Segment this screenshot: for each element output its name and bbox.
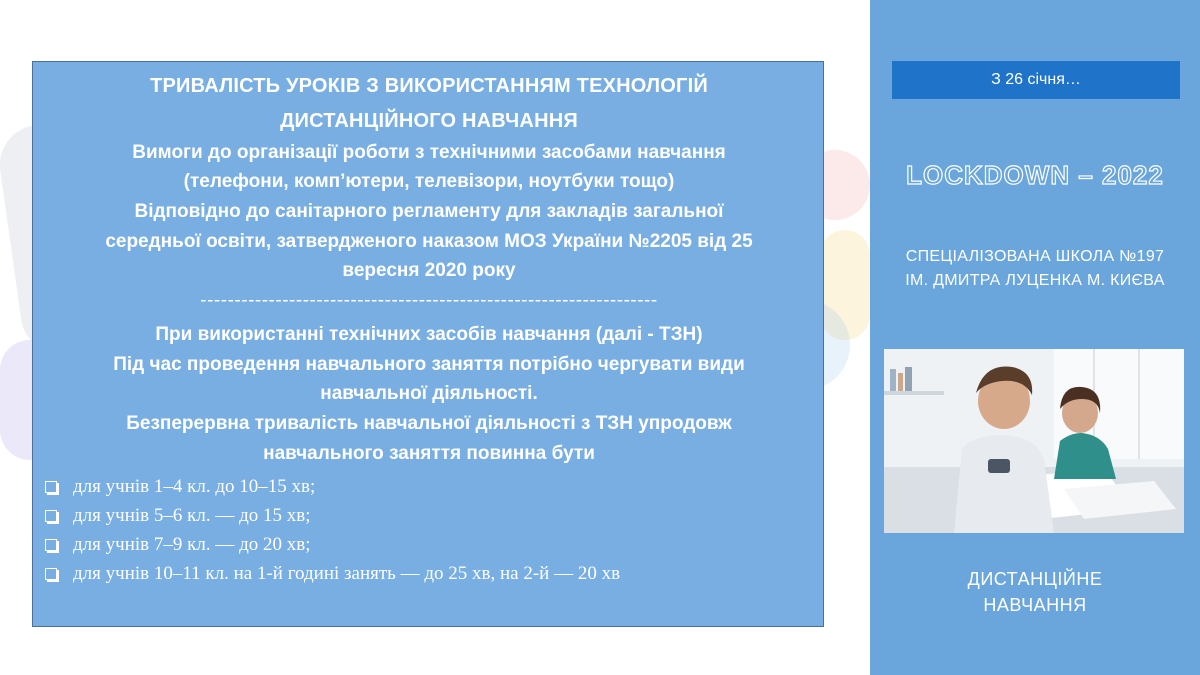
lockdown-heading: LOCKDOWN – 2022 bbox=[906, 160, 1164, 190]
list-item-text: для учнів 5–6 кл. — до 15 хв; bbox=[73, 504, 311, 526]
duration-line-2: навчального заняття повинна бути bbox=[263, 443, 595, 464]
checkbox-bullet-icon bbox=[45, 481, 57, 493]
side-panel bbox=[870, 0, 1200, 675]
regulation-line-1: Відповідно до санітарного регламенту для закладів загальної bbox=[134, 201, 724, 222]
alternate-line-2: навчальної діяльності. bbox=[320, 383, 538, 404]
students-photo bbox=[884, 349, 1184, 533]
list-item-text: для учнів 7–9 кл. — до 20 хв; bbox=[73, 533, 311, 555]
duration-list bbox=[45, 472, 620, 588]
devices-line: (телефони, комп’ютери, телевізори, ноутбуки тощо) bbox=[183, 171, 675, 192]
requirements-line: Вимоги до організації роботи з технічними засобами навчання bbox=[132, 142, 726, 163]
checkbox-bullet-icon bbox=[45, 539, 57, 551]
list-item bbox=[45, 559, 620, 588]
box-title-line-1: ТРИВАЛІСТЬ УРОКІВ З ВИКОРИСТАННЯМ ТЕХНОЛОГІЙ bbox=[150, 75, 708, 97]
regulation-line-3: вересня 2020 року bbox=[342, 260, 516, 281]
school-name bbox=[870, 245, 1200, 293]
duration-line-1: Безперервна тривалість навчальної діяльності з ТЗН упродовж bbox=[126, 413, 732, 434]
list-item bbox=[45, 501, 620, 530]
checkbox-bullet-icon bbox=[45, 568, 57, 580]
list-item-text: для учнів 1–4 кл. до 10–15 хв; bbox=[73, 475, 316, 497]
list-item bbox=[45, 530, 620, 559]
footer-title-line-2: НАВЧАННЯ bbox=[983, 595, 1087, 615]
checkbox-bullet-icon bbox=[45, 510, 57, 522]
tzn-line: При використанні технічних засобів навчання (далі - ТЗН) bbox=[155, 324, 703, 345]
list-item bbox=[45, 472, 620, 501]
divider-line: ------------------------------------------------------------------- bbox=[200, 290, 658, 311]
list-item-text: для учнів 10–11 кл. на 1-й годині занять — до 25 хв, на 2-й — 20 хв bbox=[73, 562, 621, 584]
regulation-line-2: середньої освіти, затвердженого наказом МОЗ України №2205 від 25 bbox=[105, 231, 753, 252]
footer-title-line-1: ДИСТАНЦІЙНЕ bbox=[967, 569, 1103, 589]
students-illustration bbox=[884, 349, 1184, 533]
distance-learning-title bbox=[870, 566, 1200, 618]
lesson-duration-box bbox=[32, 61, 824, 627]
school-name-line-1: СПЕЦІАЛІЗОВАНА ШКОЛА №197 bbox=[905, 248, 1165, 265]
box-title-line-2: ДИСТАНЦІЙНОГО НАВЧАННЯ bbox=[280, 110, 578, 132]
school-name-line-2: ІМ. ДМИТРА ЛУЦЕНКА М. КИЄВА bbox=[905, 272, 1165, 289]
date-banner: З 26 січня… bbox=[892, 61, 1180, 99]
alternate-line-1: Під час проведення навчального заняття потрібно чергувати види bbox=[113, 354, 745, 375]
